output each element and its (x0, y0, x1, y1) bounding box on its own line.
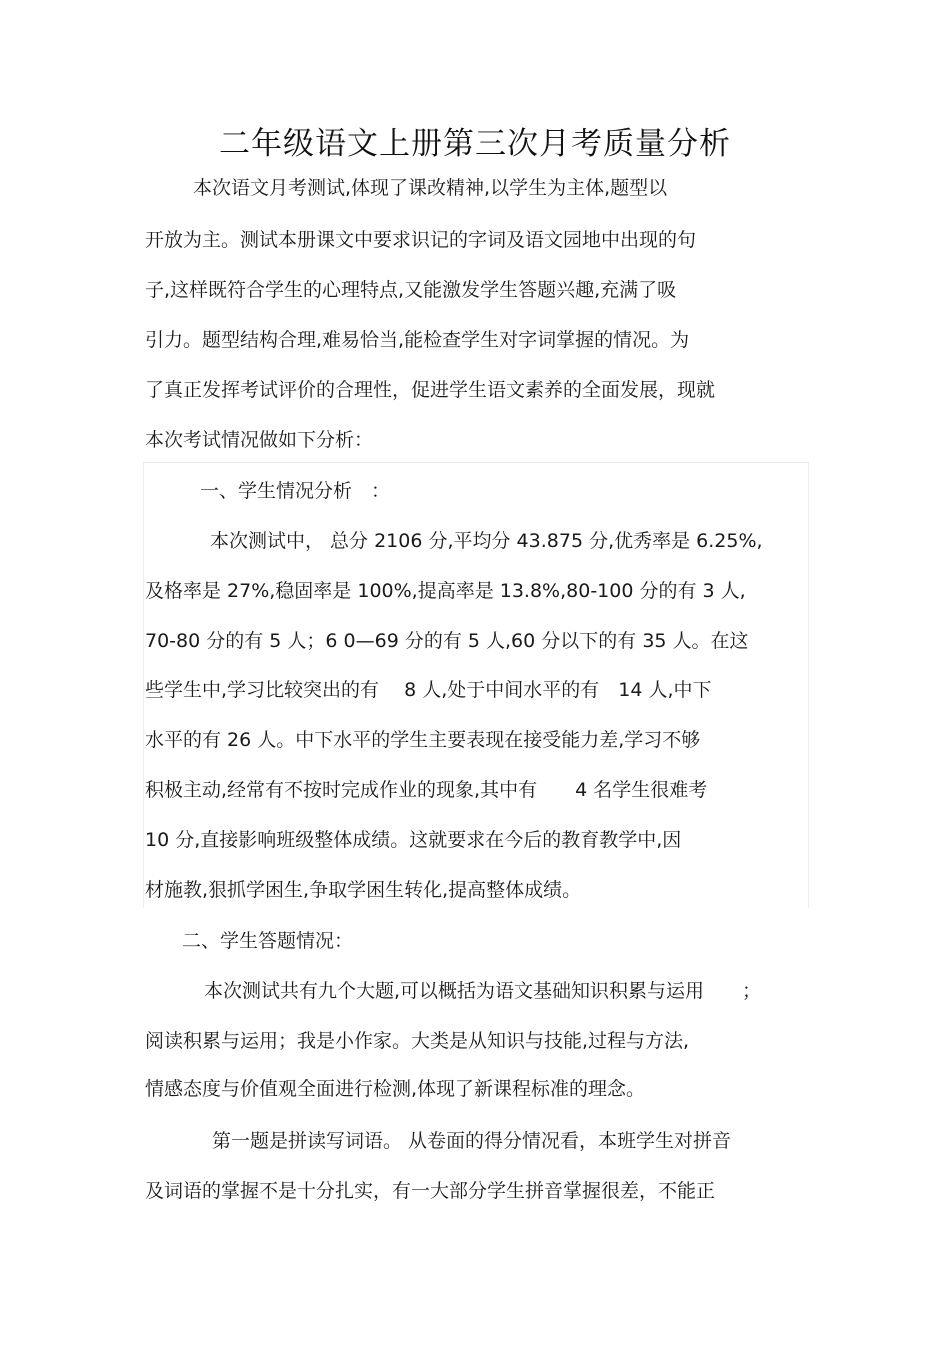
document-title: 二年级语文上册第三次月考质量分析 (219, 126, 731, 162)
intro-line: 引力。题型结构合理,难易恰当,能检查学生对字词掌握的情况。为 (145, 329, 690, 351)
section-line: 70-80 分的有 5 人；6 0—69 分的有 5 人,60 分以下的有 35 人。在这 (145, 630, 749, 652)
section-line: 10 分,直接影响班级整体成绩。这就要求在今后的教育教学中,因 (145, 829, 682, 851)
section-line: 本次测试中， 总分 2106 分,平均分 43.875 分,优秀率是 6.25%, (210, 530, 763, 552)
section-line: 水平的有 26 人。中下水平的学生主要表现在接受能力差,学习不够 (145, 729, 701, 751)
section-heading: 一、学生情况分析 ： (200, 480, 391, 502)
intro-line: 了真正发挥考试评价的合理性，促进学生语文素养的全面发展，现就 (145, 379, 716, 401)
section-line: 些学生中,学习比较突出的有 8 人,处于中间水平的有 14 人,中下 (145, 679, 712, 701)
section-line: 材施教,狠抓学困生,争取学困生转化,提高整体成绩。 (145, 879, 582, 901)
intro-line: 本次考试情况做如下分析： (145, 429, 374, 451)
section-line: 及格率是 27%,稳固率是 100%,提高率是 13.8%,80-100 分的有 3 人, (145, 580, 746, 602)
section-line: 积极主动,经常有不按时完成作业的现象,其中有 4 名学生很难考 (145, 779, 708, 801)
section-line: 本次测试共有九个大题,可以概括为语文基础知识积累与运用 ； (204, 980, 762, 1002)
intro-line: 开放为主。测试本册课文中要求识记的字词及语文园地中出现的句 (145, 229, 697, 251)
intro-line: 本次语文月考测试,体现了课改精神,以学生为主体,题型以 (174, 177, 668, 199)
section-line: 第一题是拼读写词语。 从卷面的得分情况看，本班学生对拼音 (212, 1130, 732, 1152)
section-line: 阅读积累与运用；我是小作家。大类是从知识与技能,过程与方法, (145, 1030, 690, 1052)
section-line: 情感态度与价值观全面进行检测,体现了新课程标准的理念。 (145, 1078, 646, 1100)
section-line: 及词语的掌握不是十分扎实，有一大部分学生拼音掌握很差，不能正 (145, 1180, 716, 1202)
intro-line: 子,这样既符合学生的心理特点,又能激发学生答题兴趣,充满了吸 (145, 279, 677, 301)
section-heading: 二、学生答题情况： (182, 930, 354, 952)
